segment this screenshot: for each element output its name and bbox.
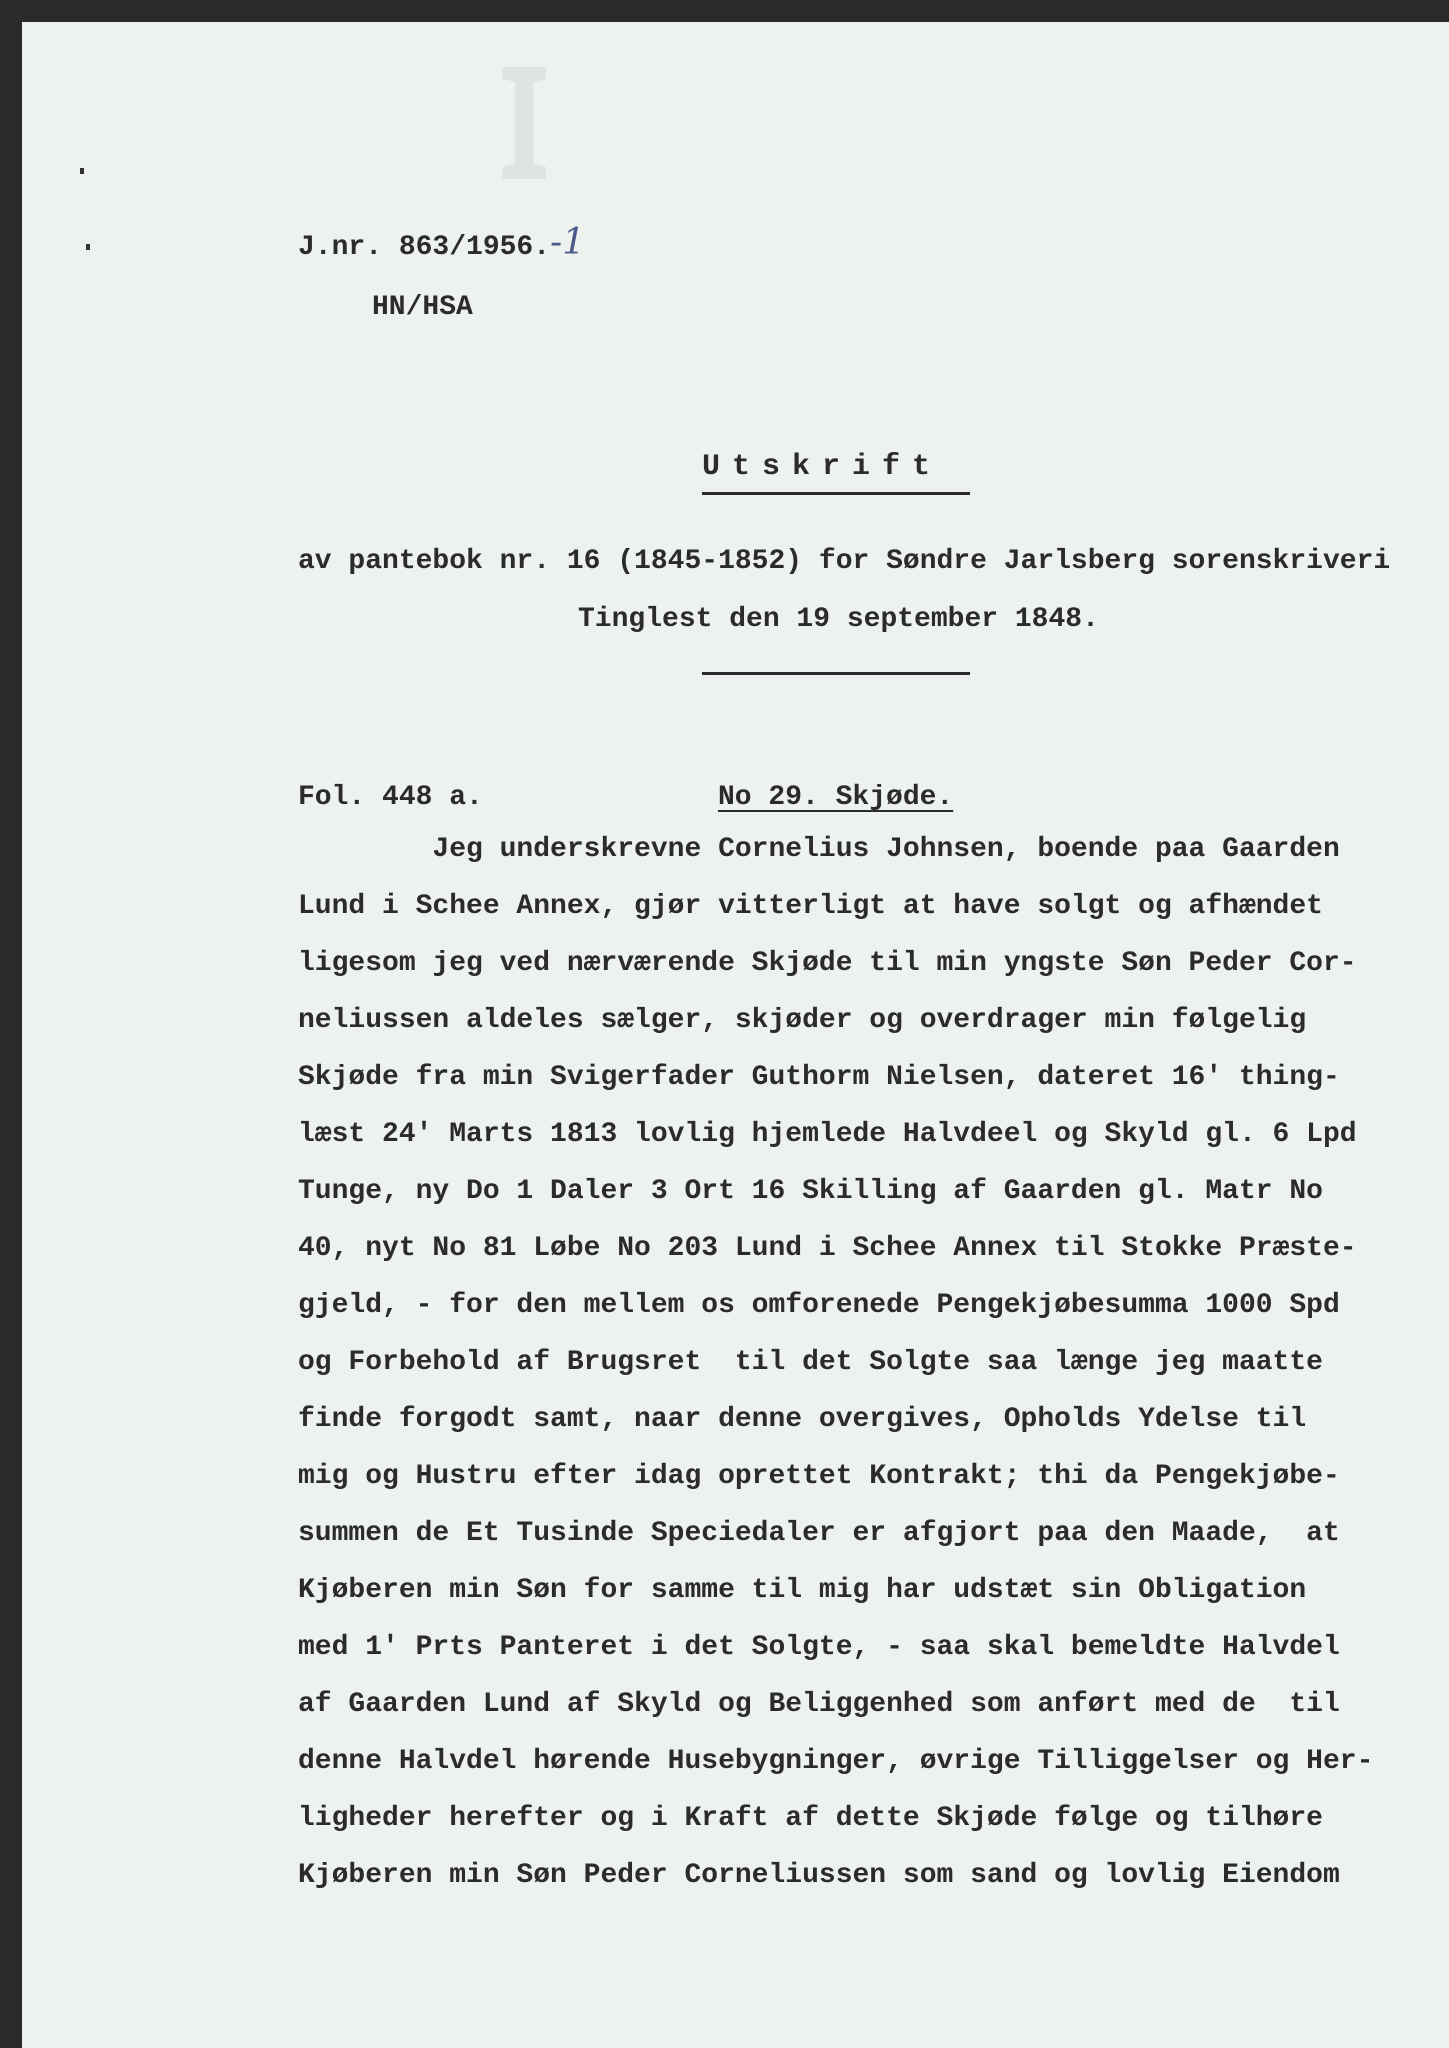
document-subtitle: av pantebok nr. 16 (1845-1852) for Søndre Jarlsberg sorenskriveri [298, 546, 1391, 577]
journal-reference [298, 222, 585, 263]
separator-rule [702, 672, 970, 675]
journal-reference-text: J.nr. 863/1956. [298, 232, 551, 263]
margin-mark [86, 244, 90, 250]
body-line: Kjøberen min Søn Peder Corneliussen som sand og lovlig Eiendom [298, 1860, 1340, 1891]
document-title: Utskrift [702, 450, 943, 484]
initials: HN/HSA [372, 292, 473, 323]
body-line: Lund i Schee Annex, gjør vitterligt at have solgt og afhændet [298, 891, 1323, 922]
body-line: 40, nyt No 81 Løbe No 203 Lund i Schee Annex til Stokke Præste- [298, 1233, 1357, 1264]
body-line: denne Halvdel hørende Husebygninger, øvrige Tilliggelser og Her- [298, 1746, 1374, 1777]
margin-mark [80, 168, 84, 174]
body-line: ligheder herefter og i Kraft af dette Skjøde følge og tilhøre [298, 1803, 1323, 1834]
body-line: og Forbehold af Brugsret til det Solgte saa længe jeg maatte [298, 1347, 1323, 1378]
body-line: gjeld, - for den mellem os omforenede Pengekjøbesumma 1000 Spd [298, 1290, 1340, 1321]
body-line: mig og Hustru efter idag oprettet Kontrakt; thi da Pengekjøbe- [298, 1461, 1340, 1492]
bleed-through-shadow: ꟷ [432, 62, 608, 225]
body-line: Jeg underskrevne Cornelius Johnsen, boende paa Gaarden [298, 834, 1340, 865]
entry-heading: No 29. Skjøde. [718, 782, 954, 813]
body-line: neliussen aldeles sælger, skjøder og overdrager min følgelig [298, 1005, 1307, 1036]
body-line: med 1' Prts Panteret i det Solgte, - saa skal bemeldte Halvdel [298, 1632, 1340, 1663]
body-line: Tunge, ny Do 1 Daler 3 Ort 16 Skilling af Gaarden gl. Matr No [298, 1176, 1323, 1207]
body-line: Kjøberen min Søn for samme til mig har udstæt sin Obligation [298, 1575, 1307, 1606]
body-line: af Gaarden Lund af Skyld og Beliggenhed som anført med de til [298, 1689, 1340, 1720]
body-line: ligesom jeg ved nærværende Skjøde til min yngste Søn Peder Cor- [298, 948, 1357, 979]
registration-date: Tinglest den 19 september 1848. [578, 604, 1099, 635]
body-line: finde forgodt samt, naar denne overgives, Opholds Ydelse til [298, 1404, 1307, 1435]
body-line: Skjøde fra min Svigerfader Guthorm Nielsen, dateret 16' thing- [298, 1062, 1340, 1093]
title-underline [702, 492, 970, 495]
folio-label: Fol. 448 a. [298, 782, 483, 813]
handwritten-suffix: -1 [550, 222, 586, 263]
body-line: summen de Et Tusinde Speciedaler er afgjort paa den Maade, at [298, 1518, 1340, 1549]
body-line: læst 24' Marts 1813 lovlig hjemlede Halvdeel og Skyld gl. 6 Lpd [298, 1119, 1357, 1150]
document-page [22, 22, 1449, 2048]
